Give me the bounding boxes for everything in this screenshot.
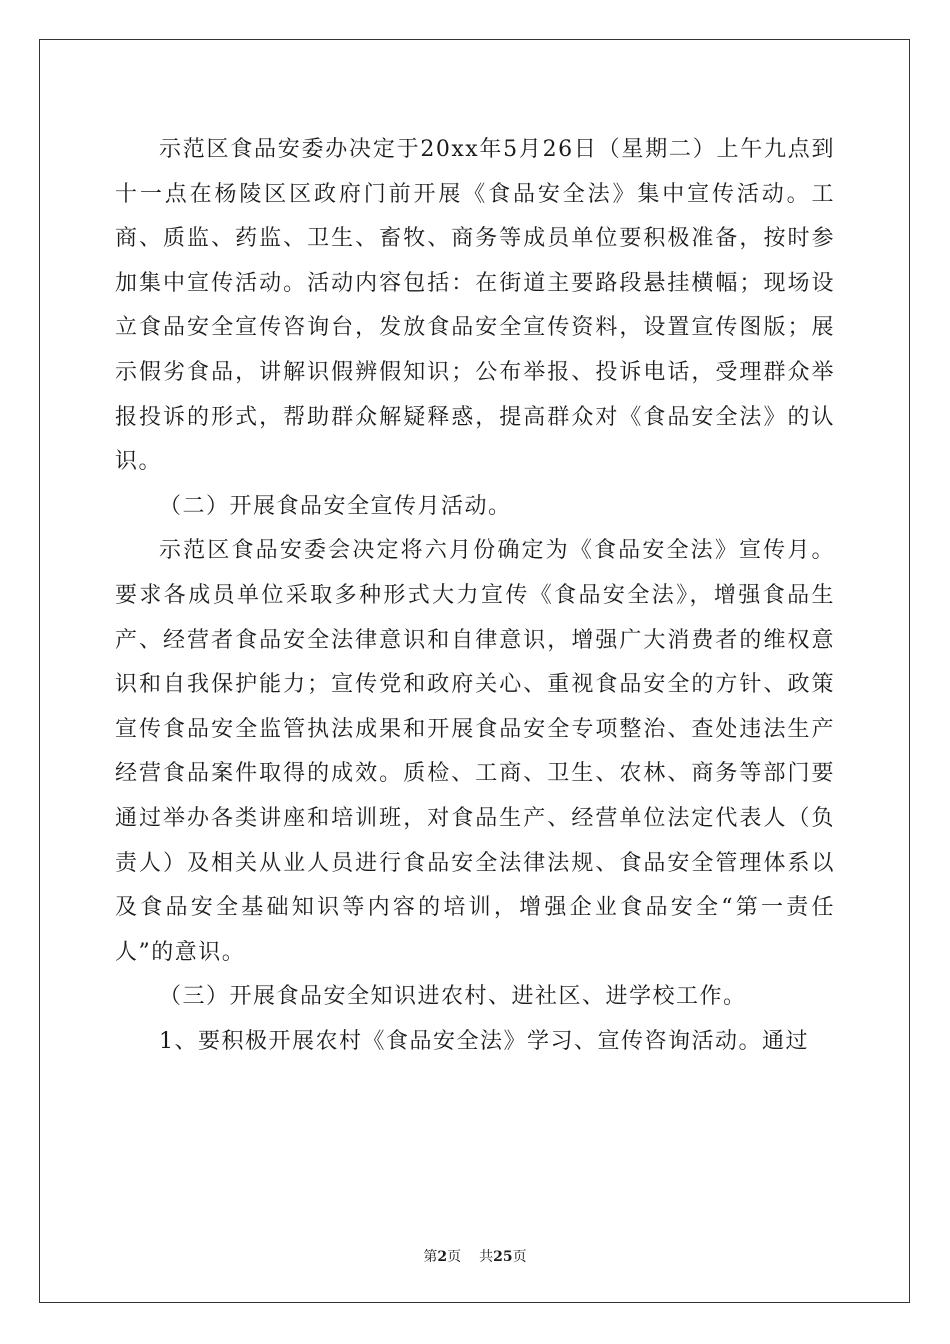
paragraph-publicity-month: 示范区食品安委会决定将六月份确定为《食品安全法》宣传月。要求各成员单位采取多种形式大力宣传《食品安全法》，增强食品生产、经营者食品安全法律意识和自律意识，增强广大消费者的维权意识和自我保护能力；宣传党和政府关心、重视食品安全的方针、政策宣传食品安全监管执法成果和开展食品安全专项整治、查处违法生产经营食品案件取得的成效。质检、工商、卫生、农林、商务等部门要通过举办各类讲座和培训班，对食品生产、经营单位法定代表人（负责人）及相关从业人员进行食品安全法律法规、食品安全管理体系以及食品安全基础知识等内容的培训，增强企业食品安全“第一责任人”的意识。 bbox=[115, 538, 835, 965]
page-number: 第2页 bbox=[423, 1249, 462, 1265]
paragraph-item-1: 1、要积极开展农村《食品安全法》学习、宣传咨询活动。通过 bbox=[159, 1028, 809, 1054]
paragraph-intro: 示范区食品安委办决定于20xx年5月26日（星期二）上午九点到十一点在杨陵区区政府门前开展《食品安全法》集中宣传活动。工商、质监、药监、卫生、畜牧、商务等成员单位要积极准备，按时参加集中宣传活动。活动内容包括：在街道主要路段悬挂横幅；现场设立食品安全宣传咨询台，发放食品安全宣传资料，设置宣传图版；展示假劣食品，讲解识假辨假知识；公布举报、投诉电话，受理群众举报投诉的形式，帮助群众解疑释惑，提高群众对《食品安全法》的认识。 bbox=[115, 137, 835, 475]
document-body bbox=[115, 128, 835, 1064]
page-footer bbox=[0, 1246, 950, 1266]
page-total: 共25页 bbox=[479, 1249, 527, 1265]
section-heading-3: （三）开展食品安全知识进农村、进社区、进学校工作。 bbox=[159, 984, 747, 1010]
section-heading-2: （二）开展食品安全宣传月活动。 bbox=[159, 493, 512, 519]
